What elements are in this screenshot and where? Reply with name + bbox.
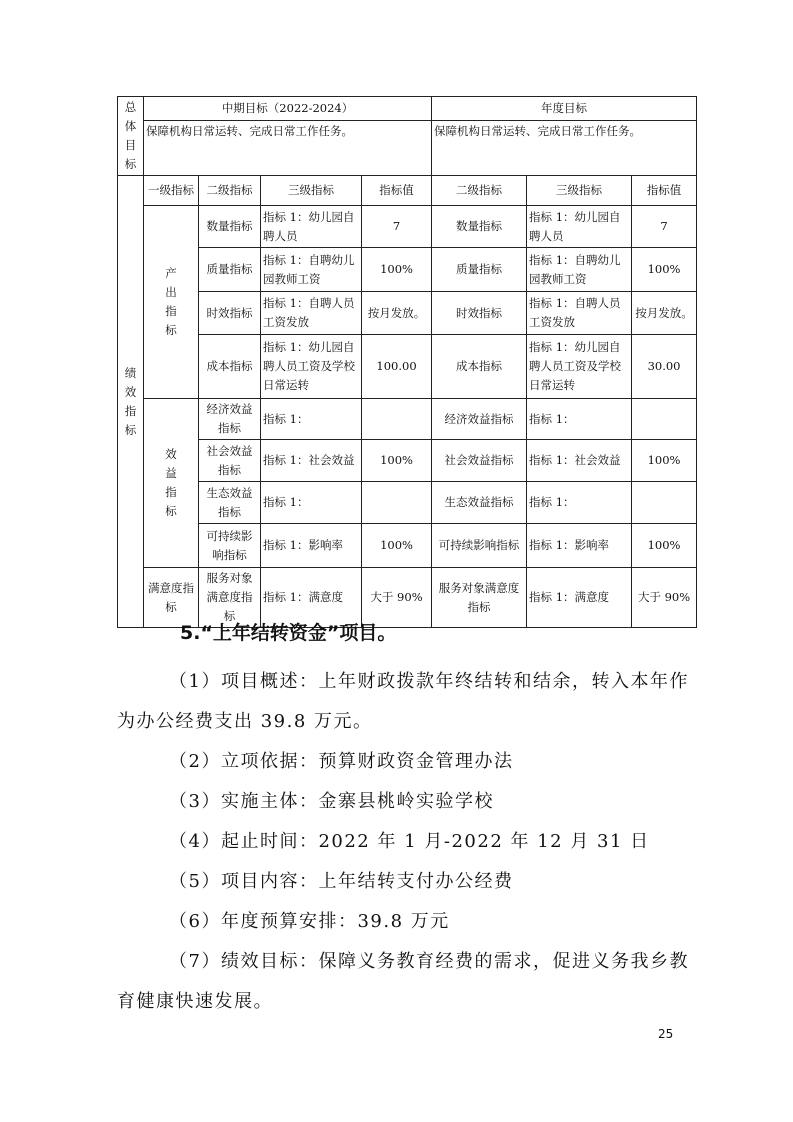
table-cell: 服务对象满意度指标 xyxy=(199,568,261,628)
table-cell: 服务对象满意度指标 xyxy=(432,568,527,628)
output-indicator-label xyxy=(144,206,199,399)
table-cell: 社会效益指标 xyxy=(199,440,261,482)
paragraph: （3）实施主体：金寨县桃岭实验学校 xyxy=(169,791,494,812)
vertical-char: 指 xyxy=(165,304,177,318)
vertical-char: 标 xyxy=(165,504,177,518)
table-cell: 指标 1：自聘人员工资发放 xyxy=(527,292,632,335)
vertical-char: 总 xyxy=(124,100,137,114)
table-cell: 100% xyxy=(632,524,697,568)
column-header: 一级指标 xyxy=(144,176,199,206)
vertical-char: 目 xyxy=(124,138,137,152)
table-cell: 指标 1： xyxy=(527,399,632,440)
table-cell: 生态效益指标 xyxy=(199,482,261,524)
table-cell: 大于 90% xyxy=(632,568,697,628)
table-cell: 指标 1：自聘人员工资发放 xyxy=(261,292,362,335)
table-cell: 指标 1： xyxy=(261,399,362,440)
table-cell: 7 xyxy=(632,206,697,248)
table-cell: 指标 1：幼儿园自聘人员工资及学校日常运转 xyxy=(261,335,362,399)
vertical-char: 益 xyxy=(165,466,177,480)
column-header: 三级指标 xyxy=(527,176,632,206)
table-cell: 指标 1： xyxy=(527,482,632,524)
table-cell: 数量指标 xyxy=(199,206,261,248)
paragraph: （2）立项依据：预算财政资金管理办法 xyxy=(169,751,514,772)
satisfaction-indicator-label: 满意度指标 xyxy=(144,568,199,628)
table-cell: 指标 1：幼儿园自聘人员 xyxy=(527,206,632,248)
table-cell: 100.00 xyxy=(362,335,432,399)
table-cell: 7 xyxy=(362,206,432,248)
table-cell: 成本指标 xyxy=(432,335,527,399)
table-cell: 指标 1：社会效益 xyxy=(527,440,632,482)
table-cell: 指标 1：满意度 xyxy=(527,568,632,628)
table-cell: 按月发放。 xyxy=(632,292,697,335)
table-cell: 30.00 xyxy=(632,335,697,399)
performance-table xyxy=(117,96,697,628)
vertical-char: 出 xyxy=(165,285,177,299)
vertical-char: 绩 xyxy=(124,365,137,380)
table-cell: 数量指标 xyxy=(432,206,527,248)
column-header: 三级指标 xyxy=(261,176,362,206)
table-cell: 指标 1：自聘幼儿园教师工资 xyxy=(261,248,362,292)
paragraph: （7）绩效目标：保障义务教育经费的需求，促进义务我乡教育健康快速发展。 xyxy=(117,951,689,1012)
table-cell xyxy=(632,399,697,440)
table-cell: 指标 1：影响率 xyxy=(261,524,362,568)
table-cell xyxy=(362,399,432,440)
table-cell: 质量指标 xyxy=(199,248,261,292)
column-header: 指标值 xyxy=(632,176,697,206)
mid-term-goal-header: 中期目标（2022-2024） xyxy=(144,97,432,121)
paragraph: （4）起止时间：2022 年 1 月-2022 年 12 月 31 日 xyxy=(169,831,650,852)
vertical-char: 指 xyxy=(124,403,137,418)
column-header: 二级指标 xyxy=(199,176,261,206)
table-cell xyxy=(362,482,432,524)
benefit-indicator-label xyxy=(144,399,199,568)
table-cell: 时效指标 xyxy=(432,292,527,335)
vertical-char: 体 xyxy=(124,119,137,133)
vertical-char: 指 xyxy=(165,485,177,499)
table-cell: 100% xyxy=(362,248,432,292)
table-cell: 可持续影响指标 xyxy=(199,524,261,568)
vertical-char: 标 xyxy=(124,422,137,437)
table-cell: 经济效益指标 xyxy=(199,399,261,440)
paragraph: （1）项目概述：上年财政拨款年终结转和结余，转入本年作为办公经费支出 39.8 万元。 xyxy=(117,671,689,732)
annual-goal-text: 保障机构日常运转、完成日常工作任务。 xyxy=(432,121,697,176)
column-header: 二级指标 xyxy=(432,176,527,206)
table-cell: 时效指标 xyxy=(199,292,261,335)
paragraph: （5）项目内容：上年结转支付办公经费 xyxy=(169,871,514,892)
table-cell: 质量指标 xyxy=(432,248,527,292)
table-cell: 生态效益指标 xyxy=(432,482,527,524)
vertical-char: 标 xyxy=(124,157,137,171)
table-cell: 按月发放。 xyxy=(362,292,432,335)
vertical-char: 标 xyxy=(165,323,177,337)
table-cell: 指标 1： xyxy=(261,482,362,524)
annual-goal-header: 年度目标 xyxy=(432,97,697,121)
table-cell: 指标 1：幼儿园自聘人员工资及学校日常运转 xyxy=(527,335,632,399)
vertical-char: 效 xyxy=(165,447,177,461)
page-number: 25 xyxy=(658,1027,674,1041)
vertical-char: 产 xyxy=(165,266,177,280)
performance-indicator-label xyxy=(118,176,144,628)
mid-term-goal-text: 保障机构日常运转、完成日常工作任务。 xyxy=(144,121,432,176)
table-cell: 指标 1：影响率 xyxy=(527,524,632,568)
table-cell: 可持续影响指标 xyxy=(432,524,527,568)
table-cell: 指标 1：社会效益 xyxy=(261,440,362,482)
paragraph: （6）年度预算安排：39.8 万元 xyxy=(169,911,450,932)
vertical-char: 效 xyxy=(124,384,137,399)
table-cell: 100% xyxy=(362,440,432,482)
table-cell: 100% xyxy=(632,440,697,482)
overall-goal-label xyxy=(118,97,144,176)
table-cell: 指标 1：满意度 xyxy=(261,568,362,628)
table-cell xyxy=(632,482,697,524)
column-header: 指标值 xyxy=(362,176,432,206)
section-heading: 5.“上年结转资金”项目。 xyxy=(180,622,397,644)
table-cell: 社会效益指标 xyxy=(432,440,527,482)
table-cell: 指标 1：幼儿园自聘人员 xyxy=(261,206,362,248)
table-cell: 成本指标 xyxy=(199,335,261,399)
table-cell: 100% xyxy=(632,248,697,292)
table-cell: 大于 90% xyxy=(362,568,432,628)
table-cell: 指标 1：自聘幼儿园教师工资 xyxy=(527,248,632,292)
table-cell: 100% xyxy=(362,524,432,568)
table-cell: 经济效益指标 xyxy=(432,399,527,440)
